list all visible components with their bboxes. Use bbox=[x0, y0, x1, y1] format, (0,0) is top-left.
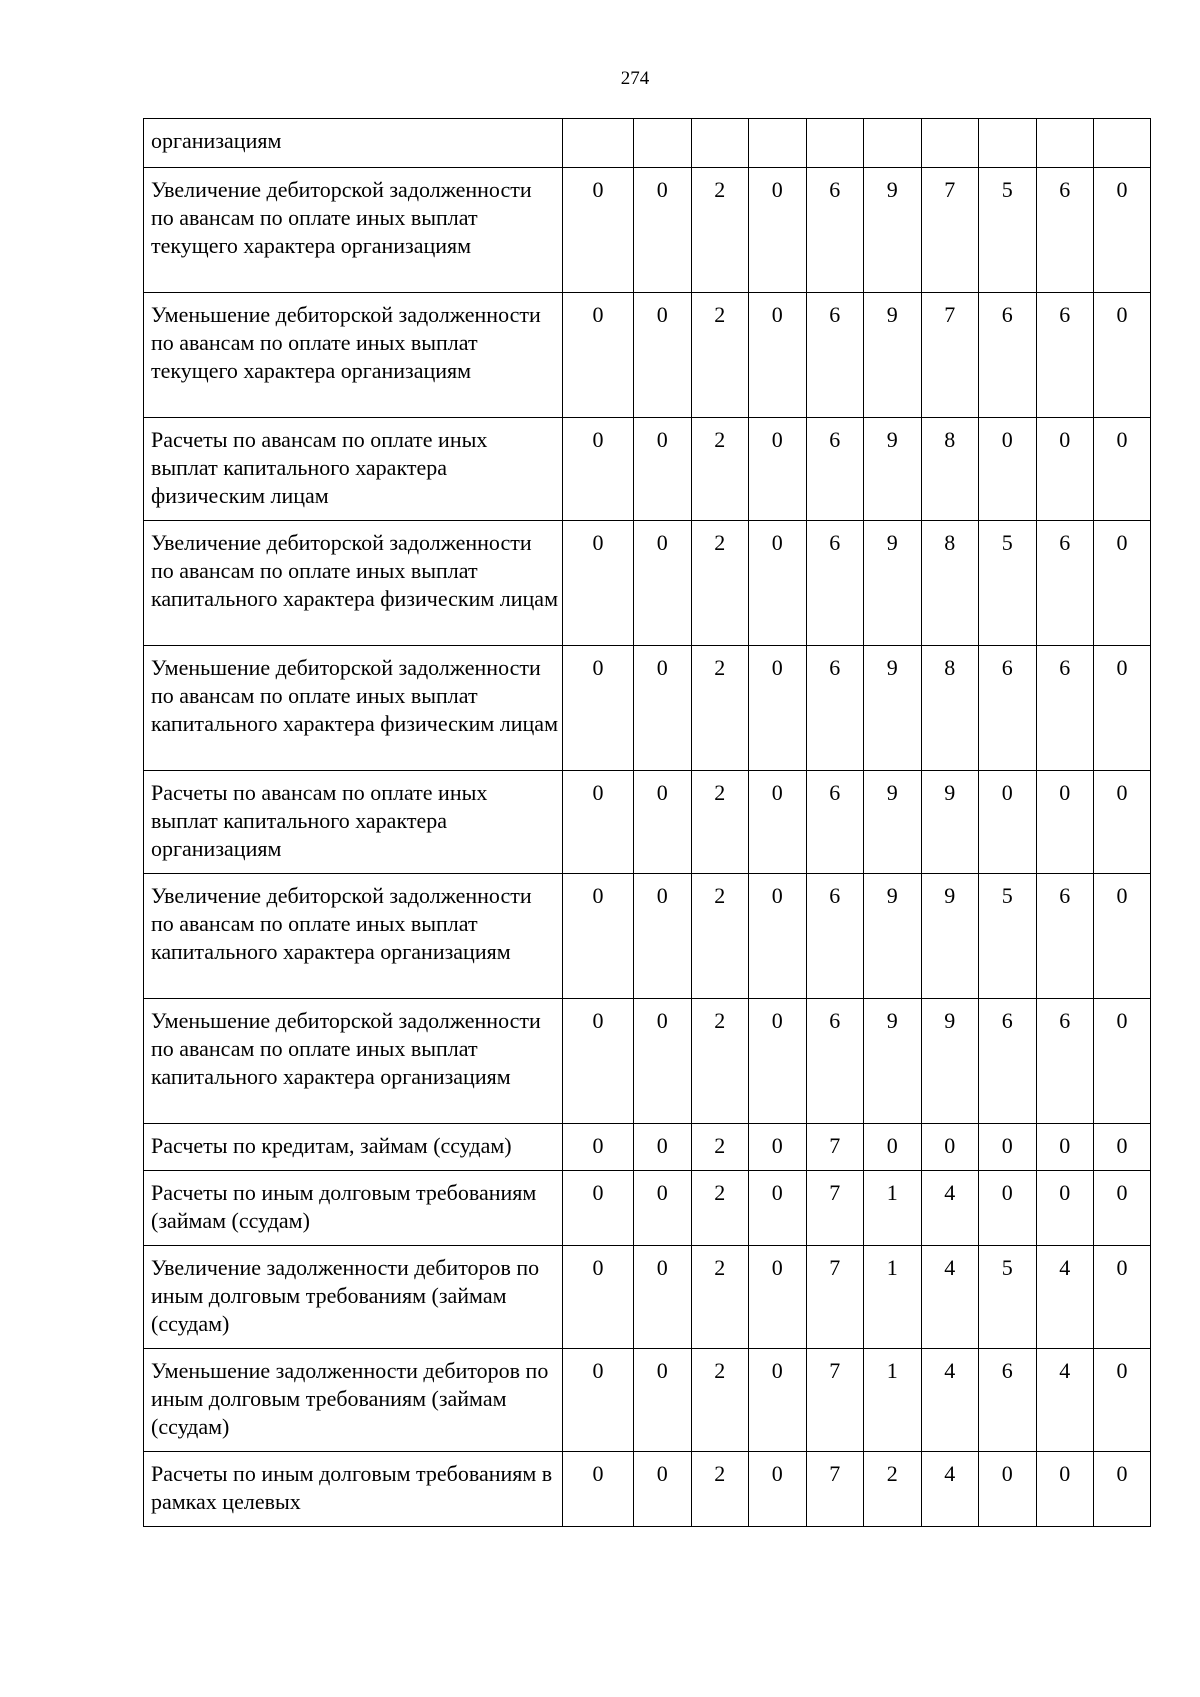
code-digit-cell: 6 bbox=[806, 418, 864, 521]
table-row bbox=[144, 293, 1151, 418]
code-digit-cell: 6 bbox=[1036, 999, 1094, 1124]
code-digit-cell: 6 bbox=[806, 168, 864, 293]
code-digit-cell bbox=[921, 119, 979, 168]
code-digit-cell: 0 bbox=[563, 1124, 634, 1171]
page-number: 274 bbox=[620, 68, 650, 89]
code-digit-cell: 9 bbox=[864, 293, 922, 418]
code-digit-cell: 9 bbox=[864, 771, 922, 874]
table-row bbox=[144, 168, 1151, 293]
account-name-cell: Уменьшение дебиторской задолженности по авансам по оплате иных выплат капитального характера физическим лицам bbox=[144, 646, 563, 771]
code-digit-cell: 0 bbox=[749, 646, 807, 771]
code-digit-cell: 0 bbox=[563, 1452, 634, 1527]
code-digit-cell: 8 bbox=[921, 521, 979, 646]
code-digit-cell: 0 bbox=[634, 1171, 692, 1246]
table-row bbox=[144, 874, 1151, 999]
code-digit-cell: 9 bbox=[921, 874, 979, 999]
code-digit-cell: 0 bbox=[1094, 1171, 1151, 1246]
code-digit-cell: 0 bbox=[1094, 521, 1151, 646]
code-digit-cell: 6 bbox=[806, 771, 864, 874]
code-digit-cell: 6 bbox=[979, 646, 1037, 771]
account-name-cell: Расчеты по иным долговым требованиям в рамках целевых bbox=[144, 1452, 563, 1527]
code-digit-cell: 0 bbox=[749, 1246, 807, 1349]
code-digit-cell: 0 bbox=[634, 1349, 692, 1452]
code-digit-cell: 6 bbox=[1036, 293, 1094, 418]
code-digit-cell: 9 bbox=[864, 521, 922, 646]
table-row bbox=[144, 999, 1151, 1124]
account-name-cell: Уменьшение дебиторской задолженности по авансам по оплате иных выплат капитального характера организациям bbox=[144, 999, 563, 1124]
code-digit-cell bbox=[864, 119, 922, 168]
code-digit-cell: 9 bbox=[864, 874, 922, 999]
code-digit-cell: 1 bbox=[864, 1349, 922, 1452]
table-row bbox=[144, 1246, 1151, 1349]
code-digit-cell bbox=[691, 119, 749, 168]
code-digit-cell: 6 bbox=[979, 293, 1037, 418]
code-digit-cell: 2 bbox=[691, 418, 749, 521]
code-digit-cell: 7 bbox=[806, 1171, 864, 1246]
account-name-cell: Уменьшение задолженности дебиторов по иным долговым требованиям (займам (ссудам) bbox=[144, 1349, 563, 1452]
code-digit-cell: 9 bbox=[921, 771, 979, 874]
code-digit-cell: 0 bbox=[749, 1171, 807, 1246]
code-digit-cell: 0 bbox=[749, 418, 807, 521]
code-digit-cell: 5 bbox=[979, 1246, 1037, 1349]
code-digit-cell: 6 bbox=[806, 646, 864, 771]
code-digit-cell: 2 bbox=[691, 521, 749, 646]
code-digit-cell: 0 bbox=[563, 418, 634, 521]
code-digit-cell: 7 bbox=[806, 1349, 864, 1452]
code-digit-cell: 9 bbox=[864, 646, 922, 771]
code-digit-cell: 4 bbox=[921, 1246, 979, 1349]
code-digit-cell: 6 bbox=[806, 293, 864, 418]
code-digit-cell: 0 bbox=[563, 168, 634, 293]
code-digit-cell: 0 bbox=[634, 521, 692, 646]
code-digit-cell: 0 bbox=[749, 874, 807, 999]
code-digit-cell: 0 bbox=[563, 1246, 634, 1349]
code-digit-cell: 4 bbox=[921, 1349, 979, 1452]
code-digit-cell: 7 bbox=[921, 168, 979, 293]
table-row bbox=[144, 418, 1151, 521]
code-digit-cell: 0 bbox=[563, 771, 634, 874]
code-digit-cell: 0 bbox=[634, 999, 692, 1124]
code-digit-cell: 0 bbox=[1094, 1124, 1151, 1171]
code-digit-cell: 0 bbox=[979, 1124, 1037, 1171]
code-digit-cell: 0 bbox=[749, 771, 807, 874]
account-name-cell: Расчеты по авансам по оплате иных выплат капитального характера физическим лицам bbox=[144, 418, 563, 521]
code-digit-cell: 0 bbox=[749, 293, 807, 418]
account-name-cell: Увеличение дебиторской задолженности по авансам по оплате иных выплат капитального характера физическим лицам bbox=[144, 521, 563, 646]
code-digit-cell: 7 bbox=[806, 1246, 864, 1349]
code-digit-cell: 2 bbox=[691, 771, 749, 874]
table-row bbox=[144, 1171, 1151, 1246]
code-digit-cell: 0 bbox=[749, 1452, 807, 1527]
account-name-cell: Расчеты по иным долговым требованиям (займам (ссудам) bbox=[144, 1171, 563, 1246]
code-digit-cell: 9 bbox=[864, 418, 922, 521]
code-digit-cell bbox=[634, 119, 692, 168]
account-name-cell: Увеличение дебиторской задолженности по авансам по оплате иных выплат текущего характера организациям bbox=[144, 168, 563, 293]
code-digit-cell: 6 bbox=[1036, 521, 1094, 646]
code-digit-cell: 0 bbox=[1094, 1349, 1151, 1452]
table-row bbox=[144, 1349, 1151, 1452]
code-digit-cell: 0 bbox=[634, 874, 692, 999]
code-digit-cell: 2 bbox=[691, 874, 749, 999]
code-digit-cell: 8 bbox=[921, 646, 979, 771]
table-row bbox=[144, 119, 1151, 168]
code-digit-cell: 6 bbox=[1036, 646, 1094, 771]
account-name-cell: Расчеты по кредитам, займам (ссудам) bbox=[144, 1124, 563, 1171]
code-digit-cell: 0 bbox=[563, 521, 634, 646]
code-digit-cell: 0 bbox=[563, 1349, 634, 1452]
code-digit-cell bbox=[1094, 119, 1151, 168]
code-digit-cell: 0 bbox=[979, 418, 1037, 521]
code-digit-cell: 0 bbox=[864, 1124, 922, 1171]
table-row bbox=[144, 1124, 1151, 1171]
code-digit-cell: 0 bbox=[634, 771, 692, 874]
code-digit-cell: 0 bbox=[1094, 771, 1151, 874]
table-row bbox=[144, 771, 1151, 874]
code-digit-cell: 6 bbox=[979, 999, 1037, 1124]
code-digit-cell: 9 bbox=[921, 999, 979, 1124]
code-digit-cell: 9 bbox=[864, 168, 922, 293]
code-digit-cell: 0 bbox=[563, 999, 634, 1124]
code-digit-cell bbox=[563, 119, 634, 168]
code-digit-cell: 0 bbox=[634, 1124, 692, 1171]
code-digit-cell: 0 bbox=[634, 646, 692, 771]
code-digit-cell: 0 bbox=[749, 168, 807, 293]
code-digit-cell: 2 bbox=[691, 1124, 749, 1171]
code-digit-cell: 0 bbox=[634, 1452, 692, 1527]
code-digit-cell: 0 bbox=[1094, 874, 1151, 999]
code-digit-cell: 6 bbox=[806, 999, 864, 1124]
code-digit-cell: 0 bbox=[1036, 1124, 1094, 1171]
account-name-cell: Увеличение задолженности дебиторов по иным долговым требованиям (займам (ссудам) bbox=[144, 1246, 563, 1349]
account-name-cell: Увеличение дебиторской задолженности по авансам по оплате иных выплат капитального характера организациям bbox=[144, 874, 563, 999]
code-digit-cell: 2 bbox=[691, 1452, 749, 1527]
table-body bbox=[144, 119, 1151, 1527]
code-digit-cell: 1 bbox=[864, 1171, 922, 1246]
code-digit-cell: 0 bbox=[1094, 418, 1151, 521]
code-digit-cell: 0 bbox=[979, 1452, 1037, 1527]
code-digit-cell: 5 bbox=[979, 874, 1037, 999]
code-digit-cell bbox=[749, 119, 807, 168]
code-digit-cell: 2 bbox=[864, 1452, 922, 1527]
code-digit-cell: 0 bbox=[749, 999, 807, 1124]
table-row bbox=[144, 521, 1151, 646]
code-digit-cell bbox=[1036, 119, 1094, 168]
code-digit-cell: 2 bbox=[691, 999, 749, 1124]
code-digit-cell: 2 bbox=[691, 1349, 749, 1452]
code-digit-cell: 6 bbox=[979, 1349, 1037, 1452]
code-digit-cell: 2 bbox=[691, 293, 749, 418]
code-digit-cell: 0 bbox=[749, 1349, 807, 1452]
accounts-table bbox=[143, 118, 1151, 1527]
code-digit-cell: 0 bbox=[979, 771, 1037, 874]
code-digit-cell: 1 bbox=[864, 1246, 922, 1349]
code-digit-cell: 6 bbox=[1036, 874, 1094, 999]
code-digit-cell: 0 bbox=[634, 1246, 692, 1349]
code-digit-cell: 0 bbox=[1036, 1452, 1094, 1527]
code-digit-cell: 0 bbox=[634, 293, 692, 418]
code-digit-cell: 0 bbox=[563, 293, 634, 418]
code-digit-cell: 5 bbox=[979, 521, 1037, 646]
code-digit-cell: 0 bbox=[979, 1171, 1037, 1246]
code-digit-cell: 6 bbox=[806, 874, 864, 999]
code-digit-cell: 0 bbox=[1094, 646, 1151, 771]
code-digit-cell bbox=[806, 119, 864, 168]
code-digit-cell: 8 bbox=[921, 418, 979, 521]
code-digit-cell: 4 bbox=[921, 1452, 979, 1527]
code-digit-cell: 0 bbox=[1036, 771, 1094, 874]
code-digit-cell: 0 bbox=[563, 646, 634, 771]
code-digit-cell: 4 bbox=[1036, 1349, 1094, 1452]
code-digit-cell: 2 bbox=[691, 168, 749, 293]
table-row bbox=[144, 1452, 1151, 1527]
code-digit-cell: 7 bbox=[806, 1452, 864, 1527]
code-digit-cell: 0 bbox=[1094, 1246, 1151, 1349]
code-digit-cell: 0 bbox=[634, 168, 692, 293]
code-digit-cell: 0 bbox=[563, 874, 634, 999]
code-digit-cell: 6 bbox=[806, 521, 864, 646]
account-name-cell: Расчеты по авансам по оплате иных выплат капитального характера организациям bbox=[144, 771, 563, 874]
code-digit-cell: 9 bbox=[864, 999, 922, 1124]
account-name-cell: Уменьшение дебиторской задолженности по авансам по оплате иных выплат текущего характера организациям bbox=[144, 293, 563, 418]
code-digit-cell: 0 bbox=[634, 418, 692, 521]
code-digit-cell: 0 bbox=[1036, 418, 1094, 521]
code-digit-cell: 7 bbox=[921, 293, 979, 418]
code-digit-cell: 4 bbox=[921, 1171, 979, 1246]
code-digit-cell: 4 bbox=[1036, 1246, 1094, 1349]
account-name-cell: организациям bbox=[144, 119, 563, 168]
code-digit-cell: 0 bbox=[1094, 1452, 1151, 1527]
code-digit-cell: 6 bbox=[1036, 168, 1094, 293]
code-digit-cell: 0 bbox=[563, 1171, 634, 1246]
code-digit-cell: 0 bbox=[921, 1124, 979, 1171]
code-digit-cell: 0 bbox=[1094, 293, 1151, 418]
code-digit-cell: 0 bbox=[1094, 168, 1151, 293]
table-row bbox=[144, 646, 1151, 771]
code-digit-cell bbox=[979, 119, 1037, 168]
code-digit-cell: 0 bbox=[1094, 999, 1151, 1124]
code-digit-cell: 0 bbox=[1036, 1171, 1094, 1246]
code-digit-cell: 7 bbox=[806, 1124, 864, 1171]
code-digit-cell: 5 bbox=[979, 168, 1037, 293]
code-digit-cell: 0 bbox=[749, 521, 807, 646]
code-digit-cell: 2 bbox=[691, 1246, 749, 1349]
code-digit-cell: 2 bbox=[691, 1171, 749, 1246]
code-digit-cell: 2 bbox=[691, 646, 749, 771]
code-digit-cell: 0 bbox=[749, 1124, 807, 1171]
